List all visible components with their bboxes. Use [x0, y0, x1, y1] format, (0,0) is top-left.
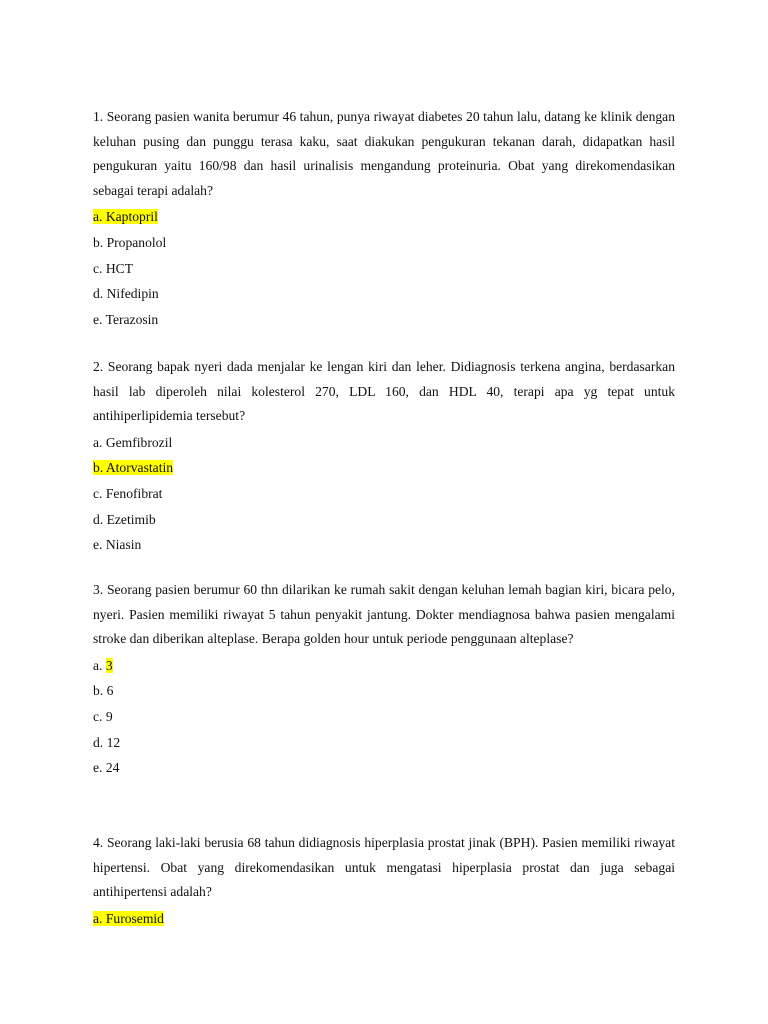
option-c [93, 481, 675, 507]
option-d [93, 730, 675, 756]
option-a [93, 204, 675, 230]
option-text: d. 12 [93, 734, 121, 750]
option-text: a. Furosemid [93, 910, 164, 926]
option-text: e. Niasin [93, 537, 142, 553]
option-text: a. Kaptopril [93, 209, 158, 225]
option-text: c. 9 [93, 708, 113, 724]
option-c [93, 704, 675, 730]
option-text: b. Propanolol [93, 234, 167, 250]
option-b [93, 230, 675, 256]
option-b [93, 678, 675, 704]
answer-options [93, 204, 675, 332]
question-stem: 4. Seorang laki-laki berusia 68 tahun didiagnosis hiperplasia prostat jinak (BPH). Pasien memiliki riwayat hipertensi. Obat yang direkomendasikan untuk mengatasi hiperplasia prostat dan juga sebagai antihipertensi adalah? [93, 835, 675, 900]
option-d [93, 507, 675, 533]
question-stem: 2. Seorang bapak nyeri dada menjalar ke lengan kiri dan leher. Didiagnosis terkena angina, berdasarkan hasil lab diperoleh nilai kolesterol 270, LDL 160, dan HDL 40, terapi apa yg tepat untuk antihiperlipidemia tersebut? [93, 359, 675, 424]
answer-options [93, 906, 675, 932]
option-text: a. Gemfibrozil [93, 434, 173, 450]
option-text: b. Atorvastatin [93, 460, 174, 476]
option-e [93, 307, 675, 333]
option-text: c. Fenofibrat [93, 485, 163, 501]
option-d [93, 281, 675, 307]
option-a [93, 653, 675, 679]
option-text: d. Nifedipin [93, 286, 159, 302]
option-text: c. HCT [93, 260, 134, 276]
option-text: d. Ezetimib [93, 511, 156, 527]
option-b [93, 455, 675, 481]
answer-options [93, 430, 675, 558]
question-2 [93, 355, 675, 558]
question-stem: 1. Seorang pasien wanita berumur 46 tahun, punya riwayat diabetes 20 tahun lalu, datang ke klinik dengan keluhan pusing dan punggu terasa kaku, saat diakukan pengukuran tekanan darah, didapatkan hasil pengukuran yaitu 160/98 dan hasil urinalisis mengandung proteinuria. Obat yang direkomendasikan sebagai terapi adalah? [93, 109, 675, 198]
option-c [93, 256, 675, 282]
option-text: e. Terazosin [93, 311, 159, 327]
question-stem: 3. Seorang pasien berumur 60 thn dilarikan ke rumah sakit dengan keluhan lemah bagian kiri, bicara pelo, nyeri. Pasien memiliki riwayat 5 tahun penyakit jantung. Dokter mendiagnosa bahwa pasien mengalami stroke dan diberikan alteplase. Berapa golden hour untuk periode penggunaan alteplase? [93, 582, 675, 647]
question-1 [93, 105, 675, 332]
option-a [93, 430, 675, 456]
option-text: 3 [105, 657, 113, 673]
answer-options [93, 653, 675, 781]
option-e [93, 532, 675, 558]
option-text: b. 6 [93, 683, 114, 699]
question-4 [93, 831, 675, 931]
option-a [93, 906, 675, 932]
option-e [93, 755, 675, 781]
option-prefix: a. [93, 657, 106, 673]
question-3 [93, 578, 675, 781]
option-text: e. 24 [93, 760, 120, 776]
